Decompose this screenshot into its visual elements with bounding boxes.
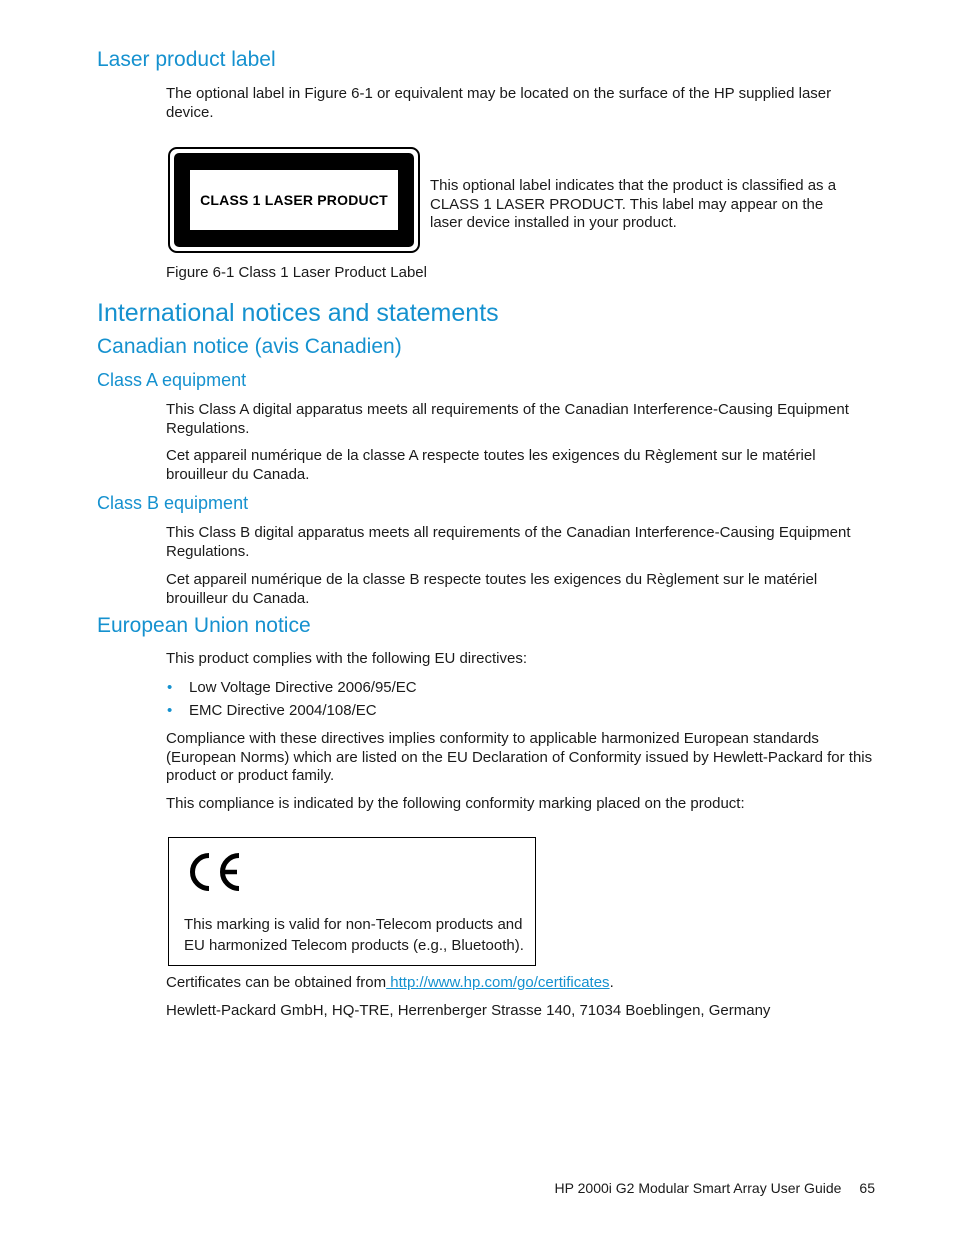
guide-title: HP 2000i G2 Modular Smart Array User Guide — [554, 1180, 842, 1196]
ce-marking-note: This marking is valid for non-Telecom products and EU harmonized Telecom products (e.g., Bluetooth). — [184, 916, 524, 954]
canadian-notice-heading: Canadian notice (avis Canadien) — [97, 335, 402, 358]
eu-conformity-text: Compliance with these directives implies conformity to applicable harmonized European standards (European Norms) which are listed on the EU Declaration of Conformity issued by Hewlett-Packard for this product or product family. — [166, 730, 873, 784]
hp-address-text: Hewlett-Packard GmbH, HQ-TRE, Herrenberger Strasse 140, 71034 Boeblingen, Germany — [166, 1002, 771, 1019]
international-notices-heading: International notices and statements — [97, 299, 499, 327]
ce-mark-icon — [184, 851, 244, 893]
list-item: • EMC Directive 2004/108/EC — [166, 699, 417, 722]
ce-marking-box — [168, 837, 536, 966]
laser-intro-text: The optional label in Figure 6-1 or equivalent may be located on the surface of the HP supplied laser device. — [166, 85, 832, 121]
laser-side-note: This optional label indicates that the product is classified as a CLASS 1 LASER PRODUCT. This label may appear on the laser device installed in your product. — [430, 177, 837, 231]
bullet-icon: • — [167, 679, 173, 696]
eu-intro-text: This product complies with the following EU directives: — [166, 650, 527, 667]
certificates-link[interactable]: http://www.hp.com/go/certificates — [386, 974, 610, 991]
laser-label-text: CLASS 1 LASER PRODUCT — [200, 192, 388, 208]
eu-directives-list — [166, 676, 417, 722]
page-footer — [555, 1180, 875, 1196]
page-number: 65 — [859, 1180, 875, 1196]
class-a-english-text: This Class A digital apparatus meets all requirements of the Canadian Interference-Causing Equipment Regulations. — [166, 401, 849, 437]
laser-product-label-heading: Laser product label — [97, 48, 276, 71]
class-b-english-text: This Class B digital apparatus meets all requirements of the Canadian Interference-Causing Equipment Regulations. — [166, 524, 851, 560]
laser-product-label-figure — [168, 147, 420, 253]
certificates-text: Certificates can be obtained from http://www.hp.com/go/certificates. — [166, 974, 614, 991]
class-a-heading: Class A equipment — [97, 370, 247, 390]
list-item: • Low Voltage Directive 2006/95/EC — [166, 676, 417, 699]
bullet-icon: • — [167, 702, 173, 719]
figure-caption: Figure 6-1 Class 1 Laser Product Label — [166, 264, 427, 281]
eu-notice-heading: European Union notice — [97, 614, 311, 637]
class-b-heading: Class B equipment — [97, 493, 249, 513]
class-b-french-text: Cet appareil numérique de la classe B respecte toutes les exigences du Règlement sur le matériel brouilleur du Canada. — [166, 571, 818, 607]
class-a-french-text: Cet appareil numérique de la classe A respecte toutes les exigences du Règlement sur le matériel brouilleur du Canada. — [166, 447, 816, 483]
eu-marking-intro: This compliance is indicated by the following conformity marking placed on the product: — [166, 795, 745, 812]
